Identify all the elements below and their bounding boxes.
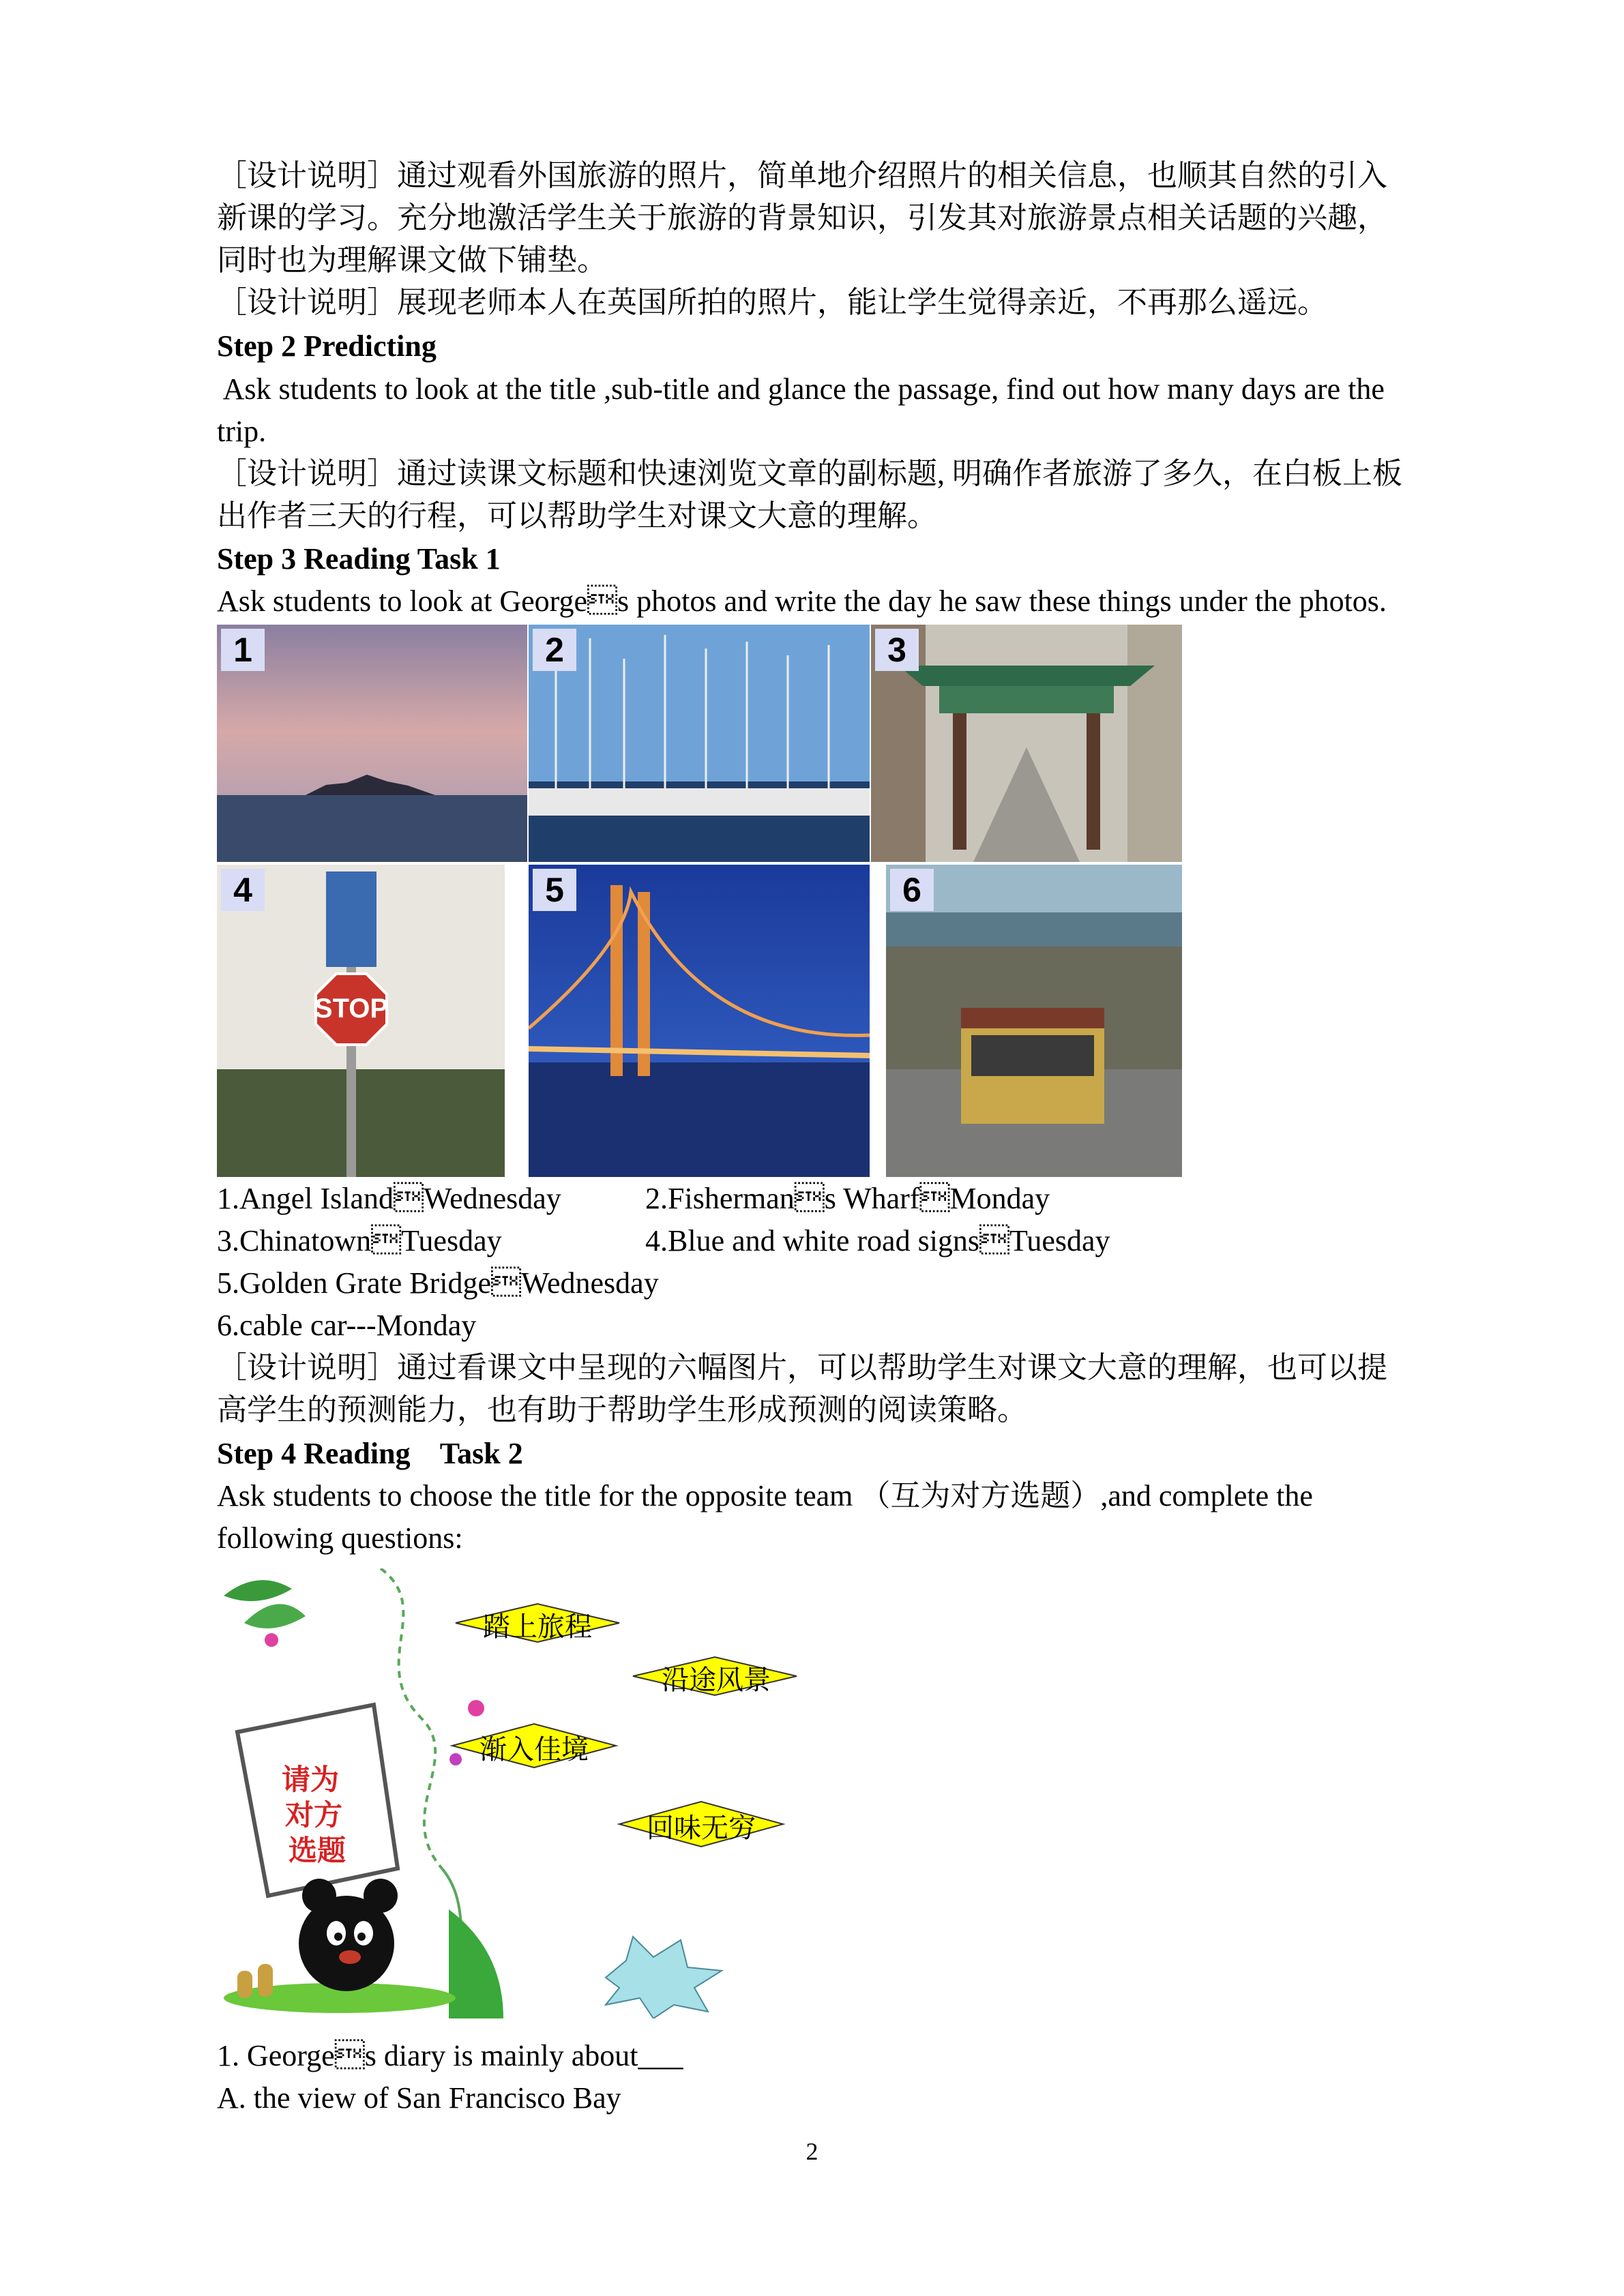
step4-instruction-line-1: Ask students to choose the title for the opposite team （互为对方选题）,and complete the (217, 1479, 1313, 1512)
step3-heading: Step 3 Reading Task 1 (217, 542, 501, 576)
step2-instruction-line-2: trip. (217, 415, 267, 448)
photo-number: 4 (221, 869, 265, 911)
photo-chinatown (871, 625, 1182, 862)
step3-instruction: Ask students to look at Georges photos and write the day he saw these things under the photos. (217, 584, 1387, 618)
answer-5: 5.Golden Grate BridgeWednesday (217, 1266, 659, 1300)
photo-number: 3 (875, 629, 919, 671)
option-2: 沿途风景 (662, 1665, 771, 1696)
option-1: 踏上旅程 (483, 1611, 592, 1643)
photo-number: 2 (533, 629, 576, 671)
answer-3: 3.ChinatownTuesday (217, 1224, 502, 1257)
step4-heading: Step 4 Reading Task 2 (217, 1437, 523, 1470)
sign-text-line-3: 选题 (289, 1834, 346, 1867)
photo-angel-island (217, 625, 527, 862)
design-note-1-line-1: ［设计说明］通过观看外国旅游的照片，简单地介绍照片的相关信息，也顺其自然的引入 (217, 159, 1387, 192)
answer-6: 6.cable car---Monday (217, 1309, 477, 1342)
sign-text-line-2: 对方 (285, 1798, 343, 1832)
photo-number: 5 (533, 869, 576, 911)
answer-4: 4.Blue and white road signsTuesday (645, 1224, 1110, 1257)
design-note-1-line-3: 同时也为理解课文做下铺垫。 (217, 243, 607, 277)
step4-instruction-line-2: following questions: (217, 1521, 463, 1555)
design-note-2: ［设计说明］展现老师本人在英国所拍的照片，能让学生觉得亲近，不再那么遥远。 (217, 286, 1327, 319)
design-note-1-line-2: 新课的学习。充分地激活学生关于旅游的背景知识，引发其对旅游景点相关话题的兴趣， (217, 201, 1387, 235)
title-choice-illustration (217, 1568, 844, 2018)
photo-fishermans-wharf (529, 625, 870, 862)
sign-text-line-1: 请为 (282, 1763, 340, 1796)
question-1-option-a: A. the view of San Francisco Bay (217, 2081, 621, 2115)
step3-note-line-1: ［设计说明］通过看课文中呈现的六幅图片，可以帮助学生对课文大意的理解，也可以提 (217, 1351, 1387, 1384)
step2-note-line-2: 出作者三天的行程，可以帮助学生对课文大意的理解。 (217, 499, 937, 533)
step3-note-line-2: 高学生的预测能力，也有助于帮助学生形成预测的阅读策略。 (217, 1393, 1027, 1427)
step2-heading: Step 2 Predicting (217, 329, 437, 363)
step2-note-line-1: ［设计说明］通过读课文标题和快速浏览文章的副标题, 明确作者旅游了多久，在白板上板 (217, 457, 1402, 490)
photo-road-signs (217, 865, 505, 1177)
option-3: 渐入佳境 (479, 1734, 589, 1765)
photo-number: 1 (221, 629, 265, 671)
answer-1: 1.Angel IslandWednesday (217, 1182, 561, 1215)
photo-golden-gate-bridge (529, 865, 870, 1177)
question-1: 1. Georges diary is mainly about___ (217, 2039, 683, 2072)
photo-cable-car (886, 865, 1182, 1177)
stop-sign-text: STOP (314, 994, 389, 1024)
answer-2: 2.Fishermans WharfMonday (645, 1182, 1050, 1215)
photo-number: 6 (890, 869, 934, 911)
photo-grid (217, 625, 1182, 1177)
page-number: 2 (806, 2138, 818, 2165)
step2-instruction-line-1: Ask students to look at the title ,sub-title and glance the passage, find out how many days are the (217, 372, 1385, 406)
option-4: 回味无穷 (647, 1813, 756, 1844)
